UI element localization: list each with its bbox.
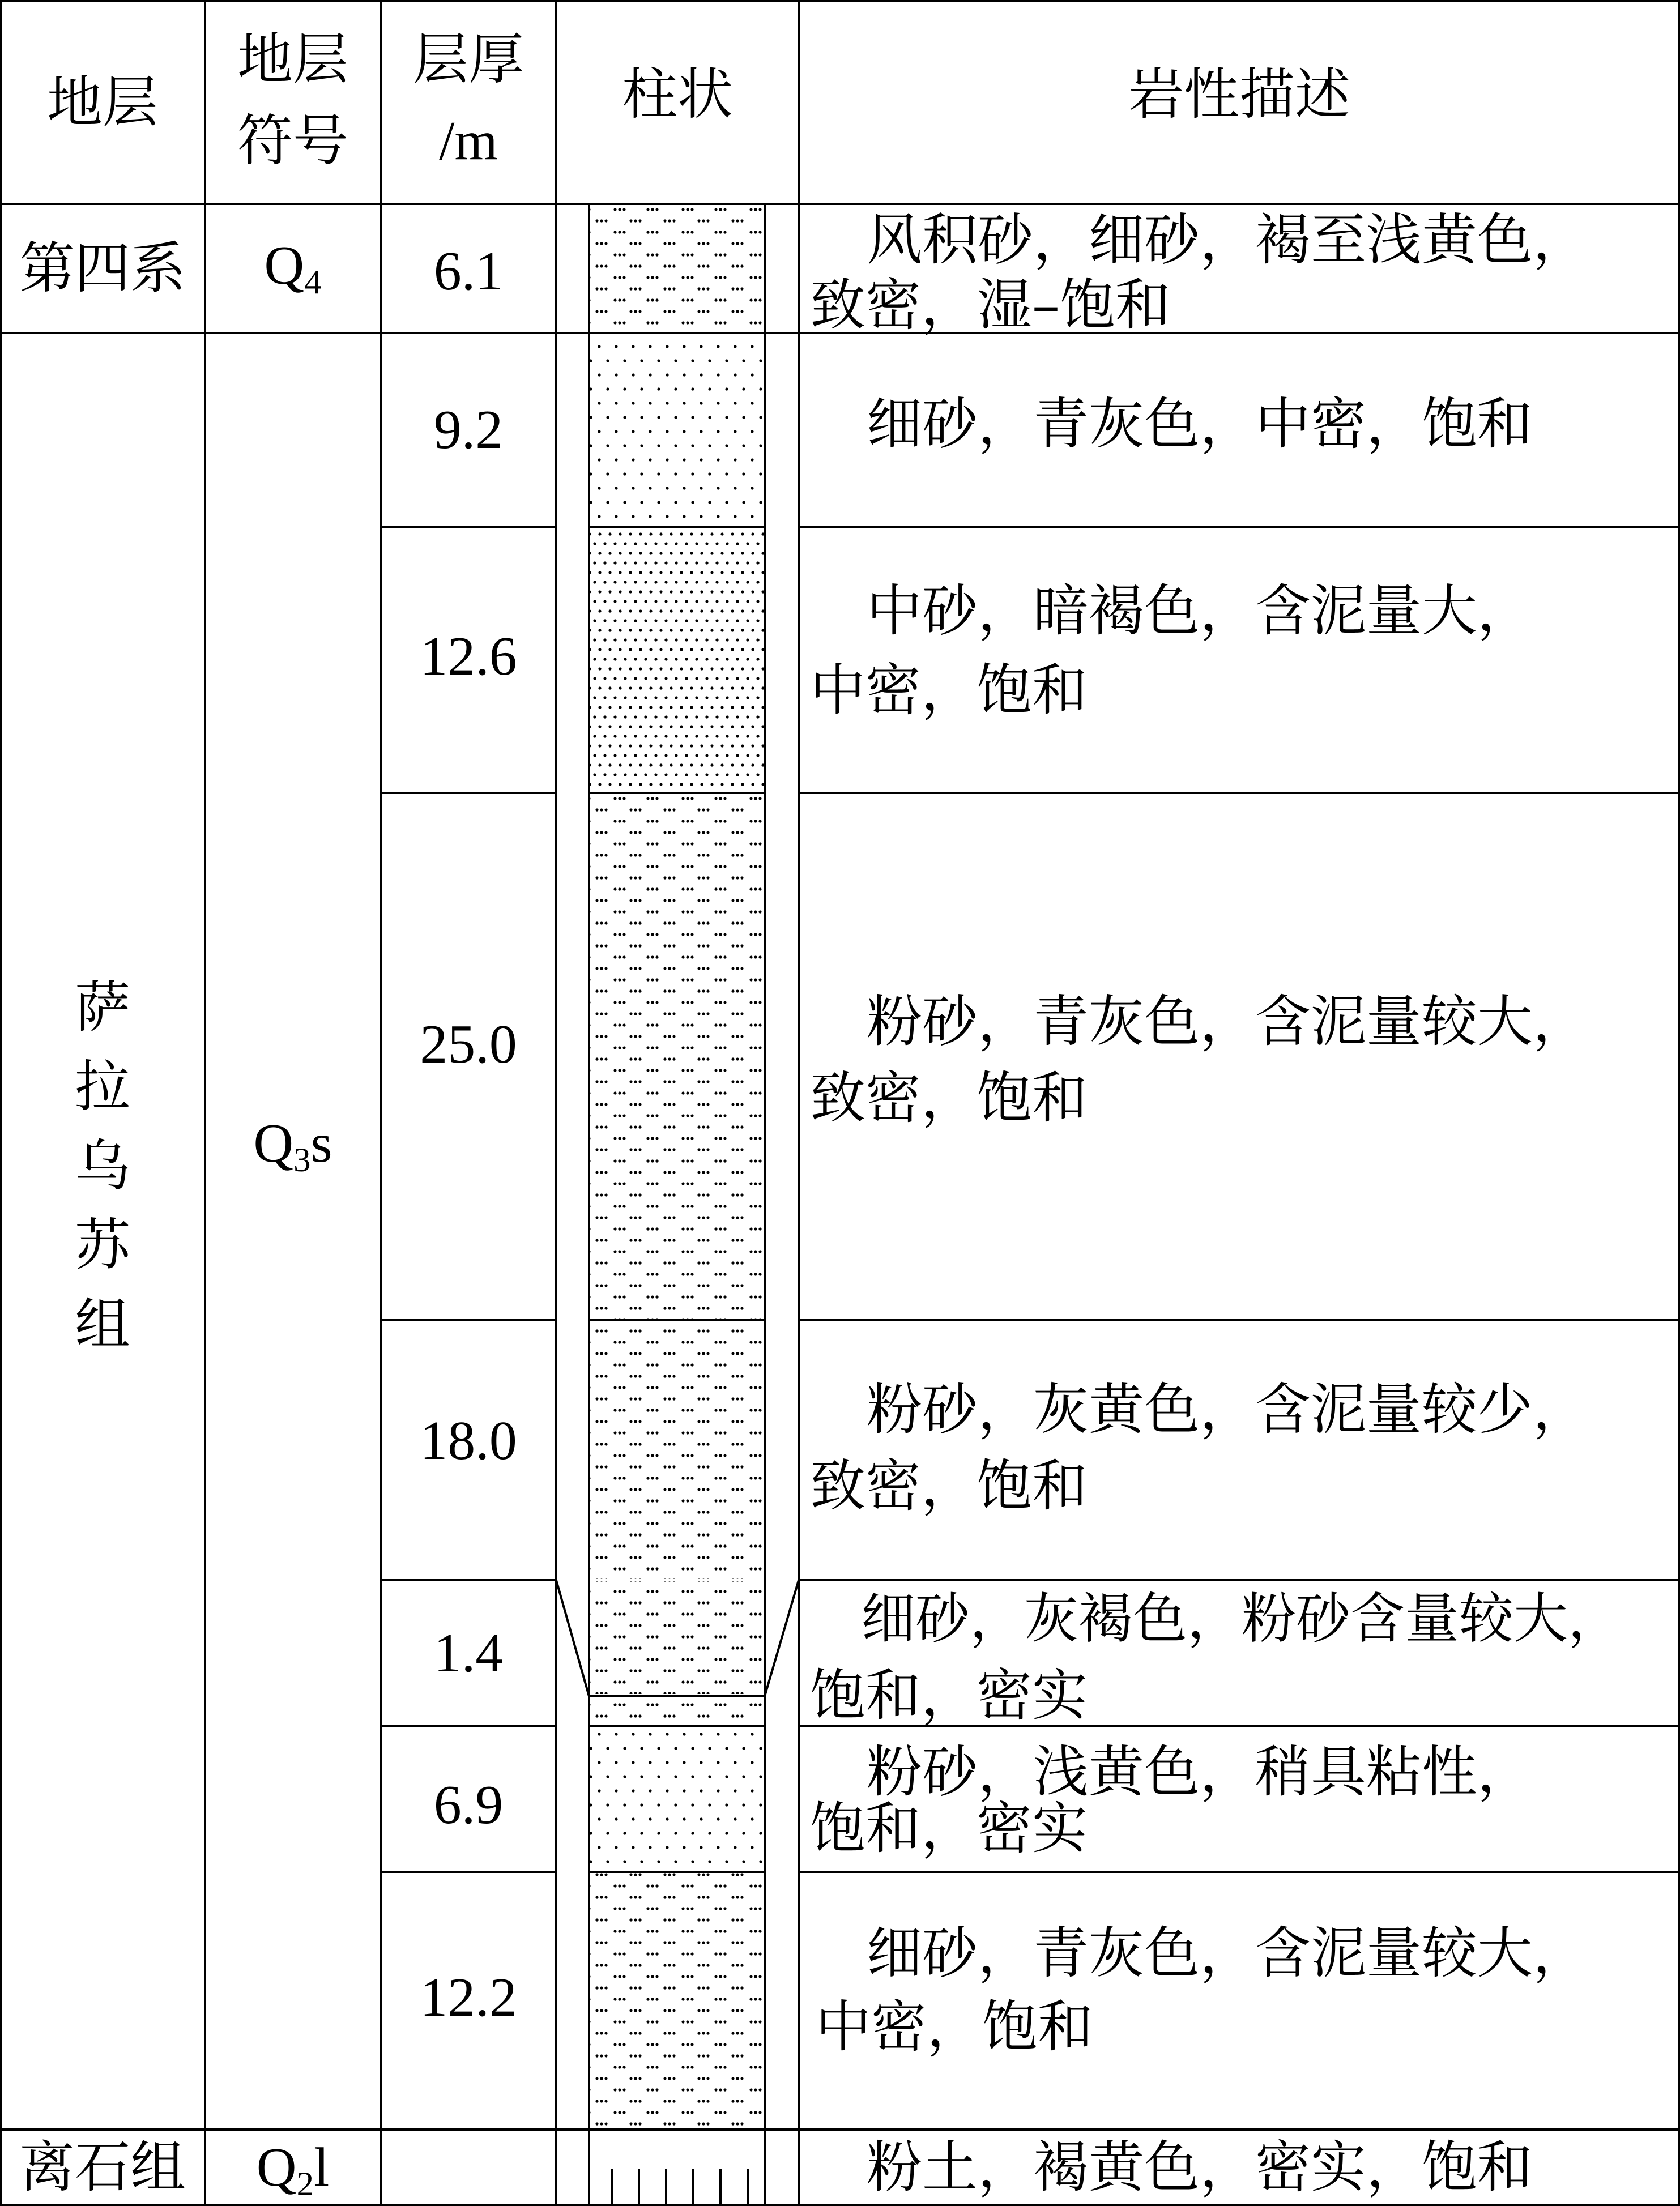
desc-layer-6-line2: 饱和，密实: [810, 1663, 1088, 1728]
stratum-salawusu-char-2: 拉: [74, 1055, 130, 1119]
layer-fill-6b: [590, 1699, 764, 1725]
desc-layer-3-line1: 中砂，暗褐色，含泥量大，: [867, 579, 1533, 643]
desc-layer-7-line2: 饱和，密实: [810, 1797, 1088, 1861]
header-stratum: 地层: [46, 70, 158, 135]
thickness-layer-3: 12.6: [420, 626, 517, 687]
lithology-column-log: [590, 205, 764, 2206]
desc-layer-8-line1: 细砂，青灰色，含泥量较大，: [867, 1921, 1589, 1986]
layer-fill-1: [590, 205, 764, 332]
layer-fill-7: [590, 1727, 764, 1871]
desc-layer-6-line1: 细砂，灰褐色，粉砂含量较大，: [861, 1587, 1622, 1650]
desc-layer-7-line1: 粉砂，浅黄色，稍具粘性，: [867, 1740, 1533, 1804]
stratum-quaternary: 第四系: [19, 236, 186, 301]
desc-layer-1-line1: 风积砂，细砂，褐至浅黄色，: [867, 208, 1589, 272]
header-description: 岩性描述: [1128, 62, 1350, 127]
header-thickness-line1: 层厚: [412, 27, 524, 92]
stratum-salawusu-char-4: 苏: [74, 1213, 130, 1278]
layer-fill-5: [590, 1321, 764, 1579]
layer-fill-4: [590, 794, 764, 1319]
header-thickness-line2: /m: [439, 110, 498, 172]
stratum-salawusu-char-5: 组: [74, 1292, 130, 1357]
layer-fill-2: [590, 334, 764, 526]
header-column: 柱状: [621, 62, 733, 127]
desc-layer-5-line2: 致密，饱和: [810, 1454, 1088, 1518]
thickness-layer-2: 9.2: [433, 399, 504, 460]
desc-layer-2-line1: 细砂，青灰色，中密，饱和: [867, 392, 1533, 456]
symbol-lishi: $Q_2l$: [256, 2137, 330, 2203]
stratum-salawusu-char-1: 萨: [74, 975, 130, 1040]
desc-layer-5-line1: 粉砂，灰黄色，含泥量较少，: [867, 1377, 1589, 1442]
layer-fill-9: [590, 2158, 764, 2206]
header-symbol-line2: 符号: [237, 109, 348, 173]
thickness-layer-1: 6.1: [433, 241, 504, 302]
thickness-layer-4: 25.0: [420, 1014, 517, 1075]
desc-layer-9-line1: 粉土，褐黄色，密实，饱和: [867, 2135, 1533, 2200]
desc-layer-4-line1: 粉砂，青灰色，含泥量较大，: [867, 989, 1589, 1054]
desc-layer-3-line2: 中密，饱和: [810, 658, 1088, 723]
layer-fill-8: [590, 1873, 764, 2128]
desc-layer-1-line2: 致密，湿–饱和: [810, 273, 1171, 338]
desc-layer-8-line2: 中密，饱和: [816, 1995, 1094, 2059]
thickness-layer-8: 12.2: [420, 1967, 517, 2028]
layer-fill-3: [590, 528, 764, 792]
symbol-quaternary: $Q_4$: [264, 235, 322, 301]
stratum-lishi: 离石组: [19, 2135, 186, 2200]
layer-fill-6: [590, 1581, 764, 1694]
stratum-salawusu-char-3: 乌: [74, 1134, 130, 1198]
header-symbol-line1: 地层: [237, 27, 348, 92]
thickness-layer-7: 6.9: [433, 1774, 504, 1836]
thickness-layer-5: 18.0: [420, 1410, 517, 1471]
symbol-salawusu: $Q_3s$: [253, 1113, 332, 1179]
thickness-layer-6: 1.4: [433, 1623, 504, 1684]
desc-layer-4-line2: 致密，饱和: [810, 1066, 1088, 1130]
